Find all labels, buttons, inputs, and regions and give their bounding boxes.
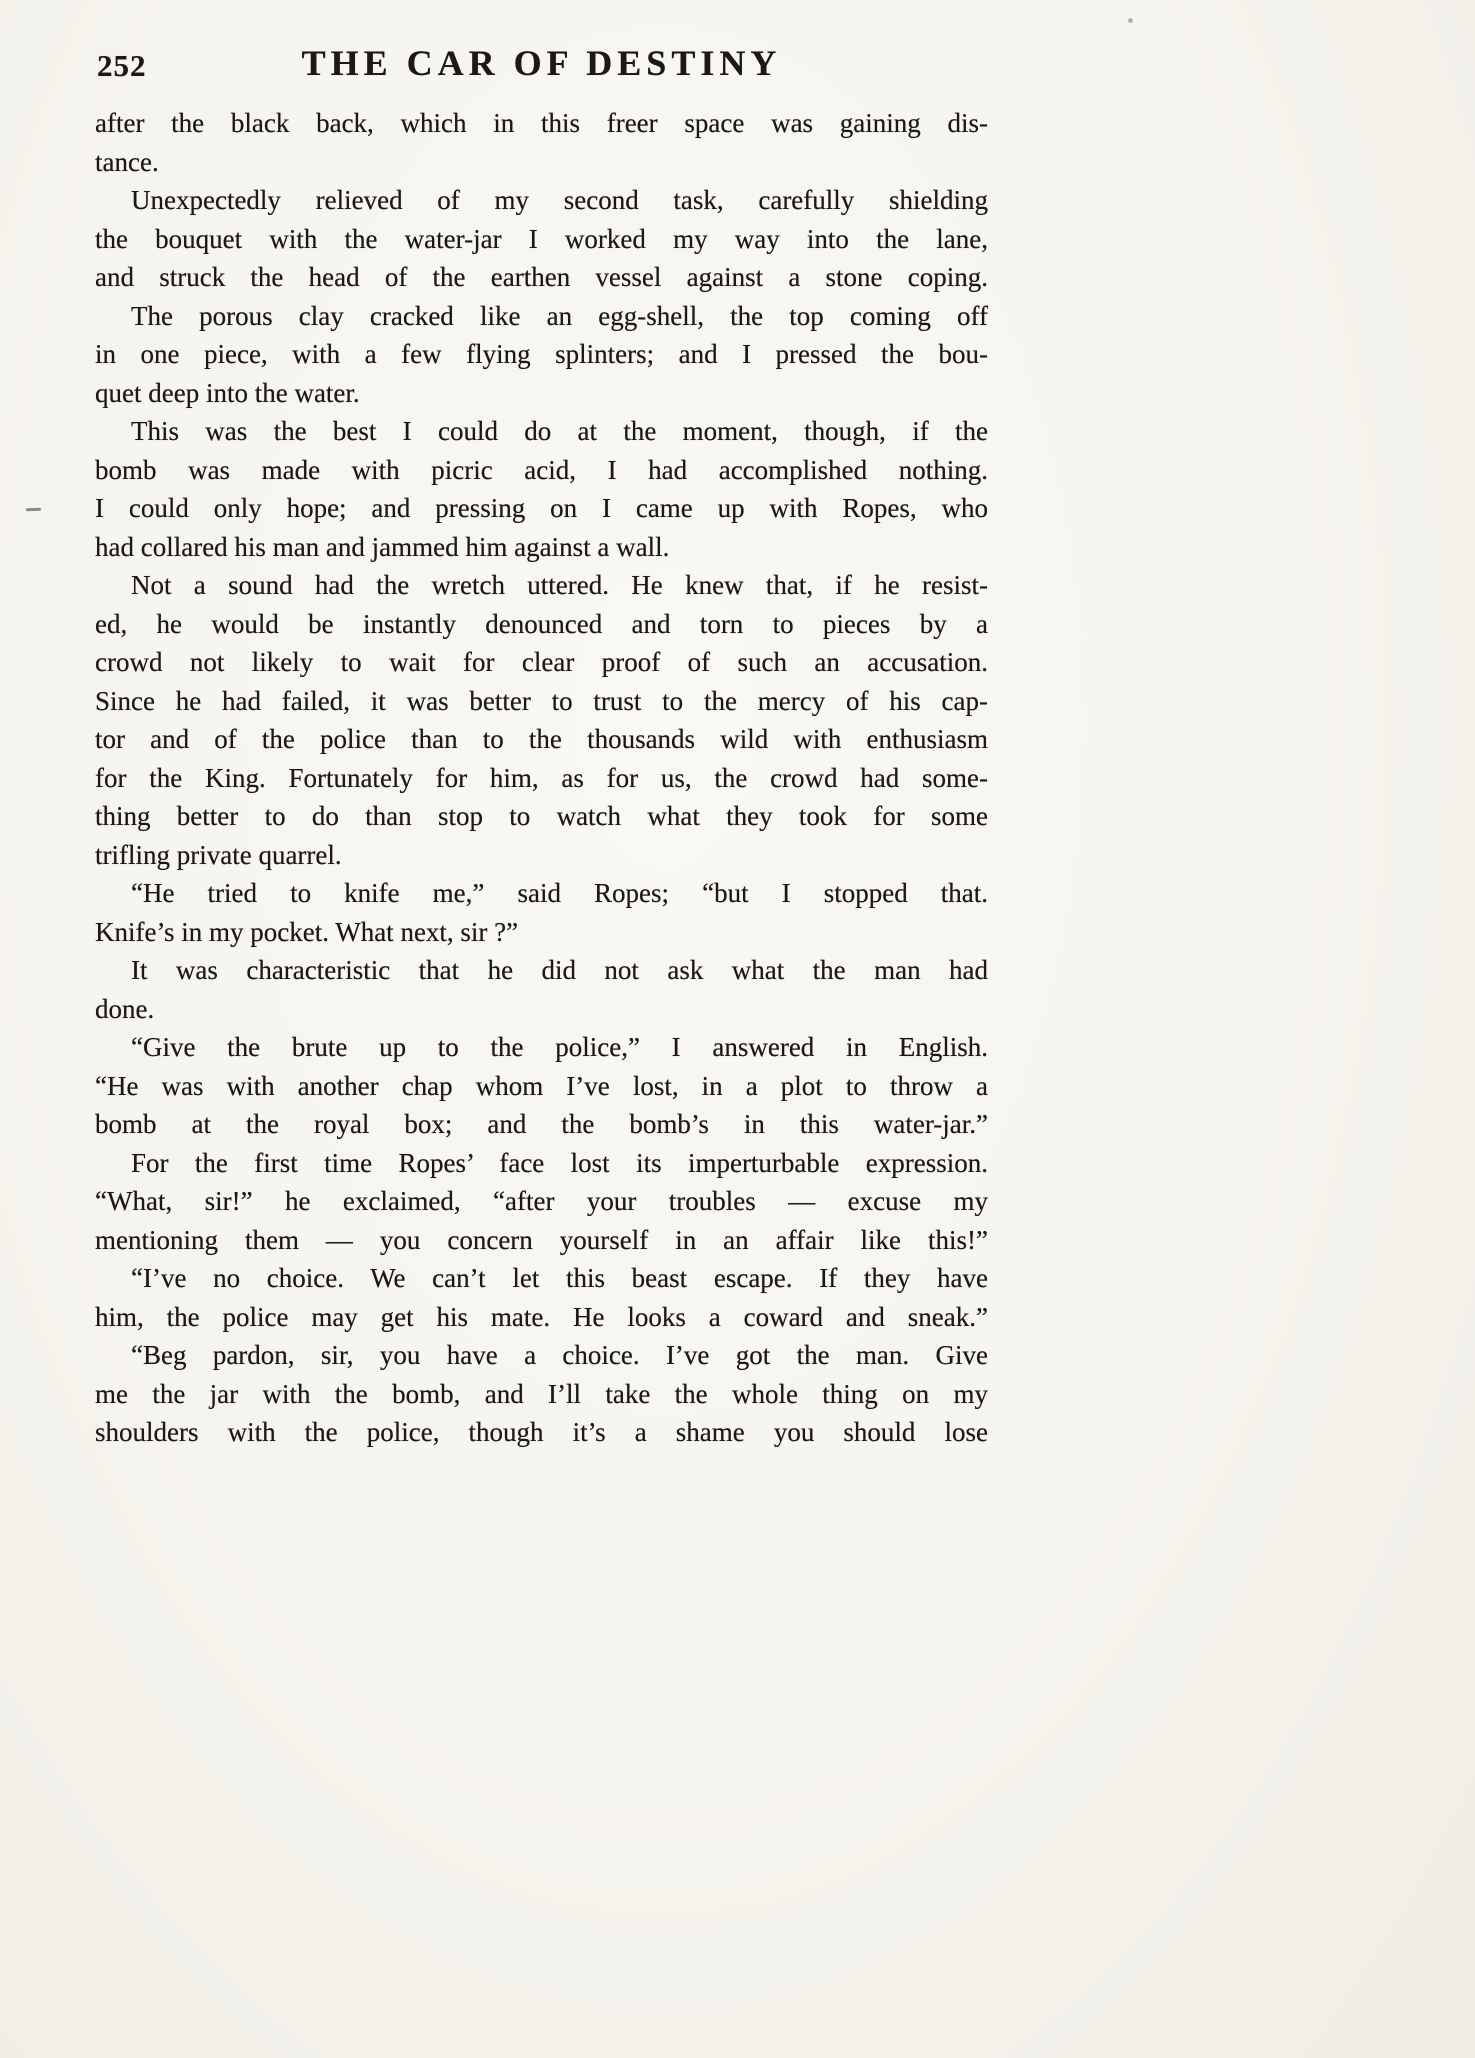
text-line: “I’ve no choice. We can’t let this beast escape. If they have	[131, 1263, 988, 1293]
text-line: quet deep into the water.	[95, 377, 360, 408]
text-line: “Beg pardon, sir, you have a choice. I’ve got the man. Give	[131, 1340, 988, 1370]
body-text	[95, 104, 988, 1452]
text-line: had collared his man and jammed him against a wall.	[95, 531, 670, 562]
paragraph	[95, 1336, 988, 1452]
text-line: tor and of the police than to the thousands wild with enthusiasm	[95, 724, 988, 754]
text-line: thing better to do than stop to watch what they took for some	[95, 801, 988, 831]
text-line: Knife’s in my pocket. What next, sir ?”	[95, 916, 519, 947]
scan-artifact-dash	[26, 508, 41, 512]
paragraph	[95, 566, 988, 874]
paragraph	[95, 104, 988, 181]
text-line: the bouquet with the water-jar I worked my way into the lane,	[95, 223, 988, 254]
running-title: THE CAR OF DESTINY	[301, 43, 782, 83]
text-line: tance.	[95, 146, 159, 177]
paragraph	[95, 412, 988, 566]
text-line: crowd not likely to wait for clear proof of such an accusation.	[95, 647, 988, 677]
paragraph	[95, 1144, 988, 1260]
text-line: shoulders with the police, though it’s a shame you should lose	[95, 1417, 988, 1447]
text-line: Unexpectedly relieved of my second task, carefully shielding	[131, 185, 988, 215]
scan-artifact-speck	[1128, 18, 1133, 23]
text-line: I could only hope; and pressing on I came up with Ropes, who	[95, 493, 988, 523]
text-line: For the first time Ropes’ face lost its imperturbable expression.	[131, 1147, 988, 1178]
text-line: “He tried to knife me,” said Ropes; “but I stopped that.	[131, 878, 988, 908]
text-line: done.	[95, 993, 155, 1024]
paragraph	[95, 297, 988, 413]
text-line: ed, he would be instantly denounced and torn to pieces by a	[95, 608, 988, 639]
text-line: It was characteristic that he did not ask what the man had	[131, 955, 988, 985]
text-block	[95, 40, 988, 1452]
text-line: in one piece, with a few flying splinters; and I pressed the bou-	[95, 339, 988, 369]
paragraph	[95, 1028, 988, 1144]
text-line: for the King. Fortunately for him, as for us, the crowd had some-	[95, 762, 988, 793]
text-line: me the jar with the bomb, and I’ll take the whole thing on my	[95, 1378, 988, 1409]
text-line: Since he had failed, it was better to trust to the mercy of his cap-	[95, 685, 988, 716]
text-line: bomb at the royal box; and the bomb’s in this water-jar.”	[95, 1109, 988, 1139]
text-line: Not a sound had the wretch uttered. He knew that, if he resist-	[131, 570, 988, 600]
paragraph	[95, 1259, 988, 1336]
page-header	[95, 40, 988, 90]
text-line: and struck the head of the earthen vessel against a stone coping.	[95, 262, 988, 292]
text-line: This was the best I could do at the moment, though, if the	[131, 416, 988, 446]
text-line: “He was with another chap whom I’ve lost, in a plot to throw a	[95, 1070, 988, 1101]
text-line: The porous clay cracked like an egg-shell, the top coming off	[131, 300, 988, 331]
text-line: “What, sir!” he exclaimed, “after your troubles — excuse my	[95, 1186, 988, 1216]
paragraph	[95, 951, 988, 1028]
text-line: after the black back, which in this freer space was gaining dis-	[95, 108, 988, 138]
paragraph	[95, 874, 988, 951]
text-line: “Give the brute up to the police,” I answered in English.	[131, 1032, 988, 1062]
text-line: bomb was made with picric acid, I had accomplished nothing.	[95, 454, 988, 485]
text-line: him, the police may get his mate. He looks a coward and sneak.”	[95, 1301, 988, 1332]
page-number: 252	[97, 48, 147, 83]
paragraph	[95, 181, 988, 297]
text-line: mentioning them — you concern yourself in an affair like this!”	[95, 1224, 988, 1255]
text-line: trifling private quarrel.	[95, 839, 342, 870]
